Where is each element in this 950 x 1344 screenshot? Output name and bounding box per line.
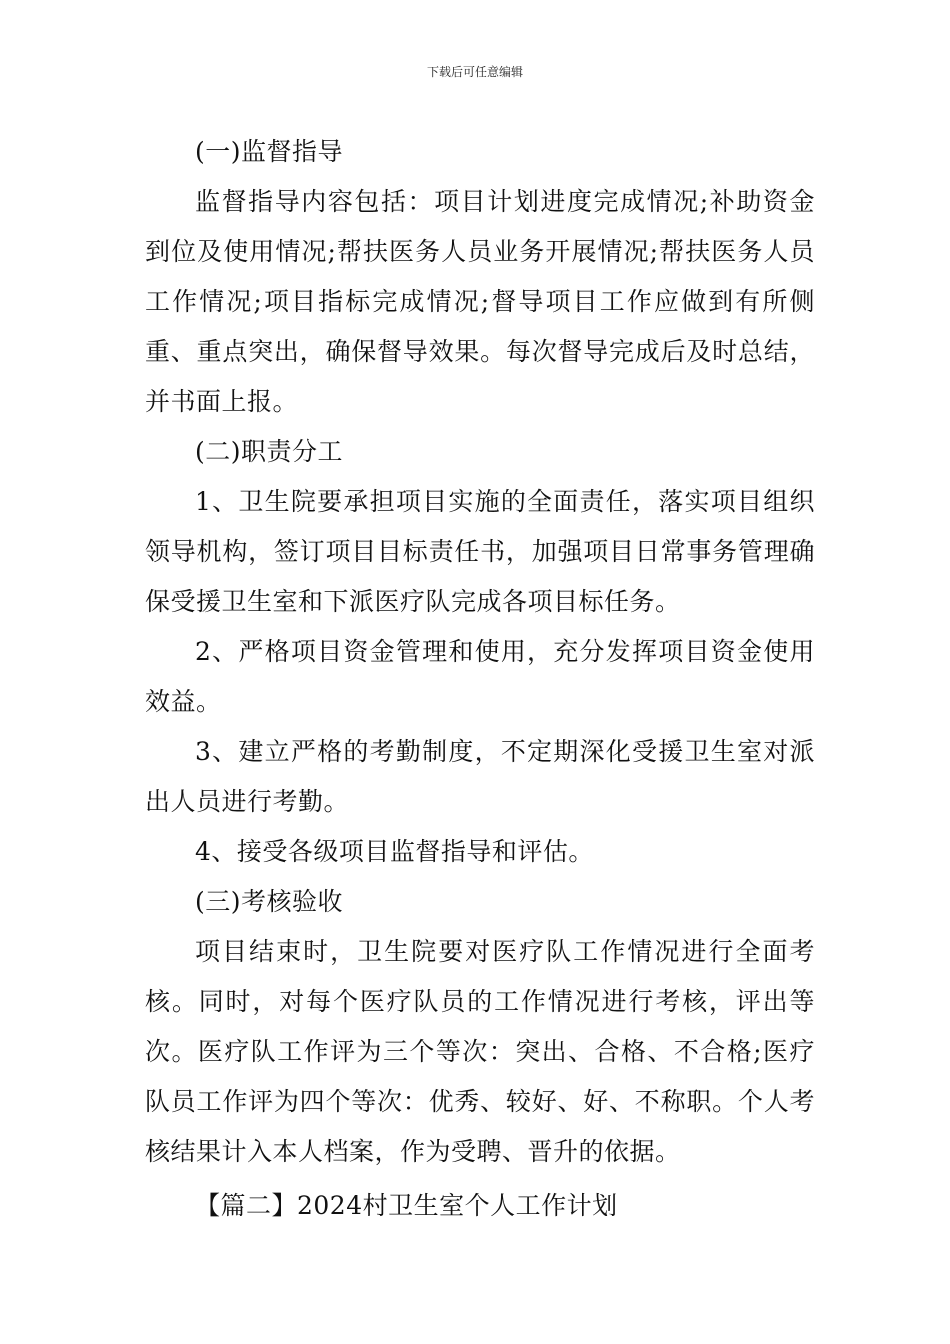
chapter-title-part-two: 【篇二】2024村卫生室个人工作计划 — [195, 1191, 618, 1220]
paragraph-responsibility-2: 2、严格项目资金管理和使用，充分发挥项目资金使用效益。 — [145, 637, 815, 716]
section-heading-responsibilities: (二)职责分工 — [195, 437, 344, 466]
paragraph-supervision-content: 监督指导内容包括：项目计划进度完成情况;补助资金到位及使用情况;帮扶医务人员业务开展情况;帮扶医务人员工作情况;项目指标完成情况;督导项目工作应做到有所侧重、重点突出，确保督导效果。每次督导完成后及时总结，并书面上报。 — [145, 187, 815, 416]
paragraph-responsibility-3: 3、建立严格的考勤制度，不定期深化受援卫生室对派出人员进行考勤。 — [145, 737, 815, 816]
document-body — [145, 127, 815, 1231]
section-heading-supervision: (一)监督指导 — [195, 137, 344, 166]
paragraph-responsibility-4: 4、接受各级项目监督指导和评估。 — [195, 837, 594, 866]
section-heading-assessment: (三)考核验收 — [195, 887, 344, 916]
page-header-note: 下载后可任意编辑 — [426, 65, 523, 79]
paragraph-responsibility-1: 1、卫生院要承担项目实施的全面责任，落实项目组织领导机构，签订项目目标责任书，加强项目日常事务管理确保受援卫生室和下派医疗队完成各项目标任务。 — [145, 487, 815, 616]
paragraph-assessment-content: 项目结束时，卫生院要对医疗队工作情况进行全面考核。同时，对每个医疗队员的工作情况进行考核，评出等次。医疗队工作评为三个等次：突出、合格、不合格;医疗队员工作评为四个等次：优秀、较好、好、不称职。个人考核结果计入本人档案，作为受聘、晋升的依据。 — [145, 937, 815, 1166]
